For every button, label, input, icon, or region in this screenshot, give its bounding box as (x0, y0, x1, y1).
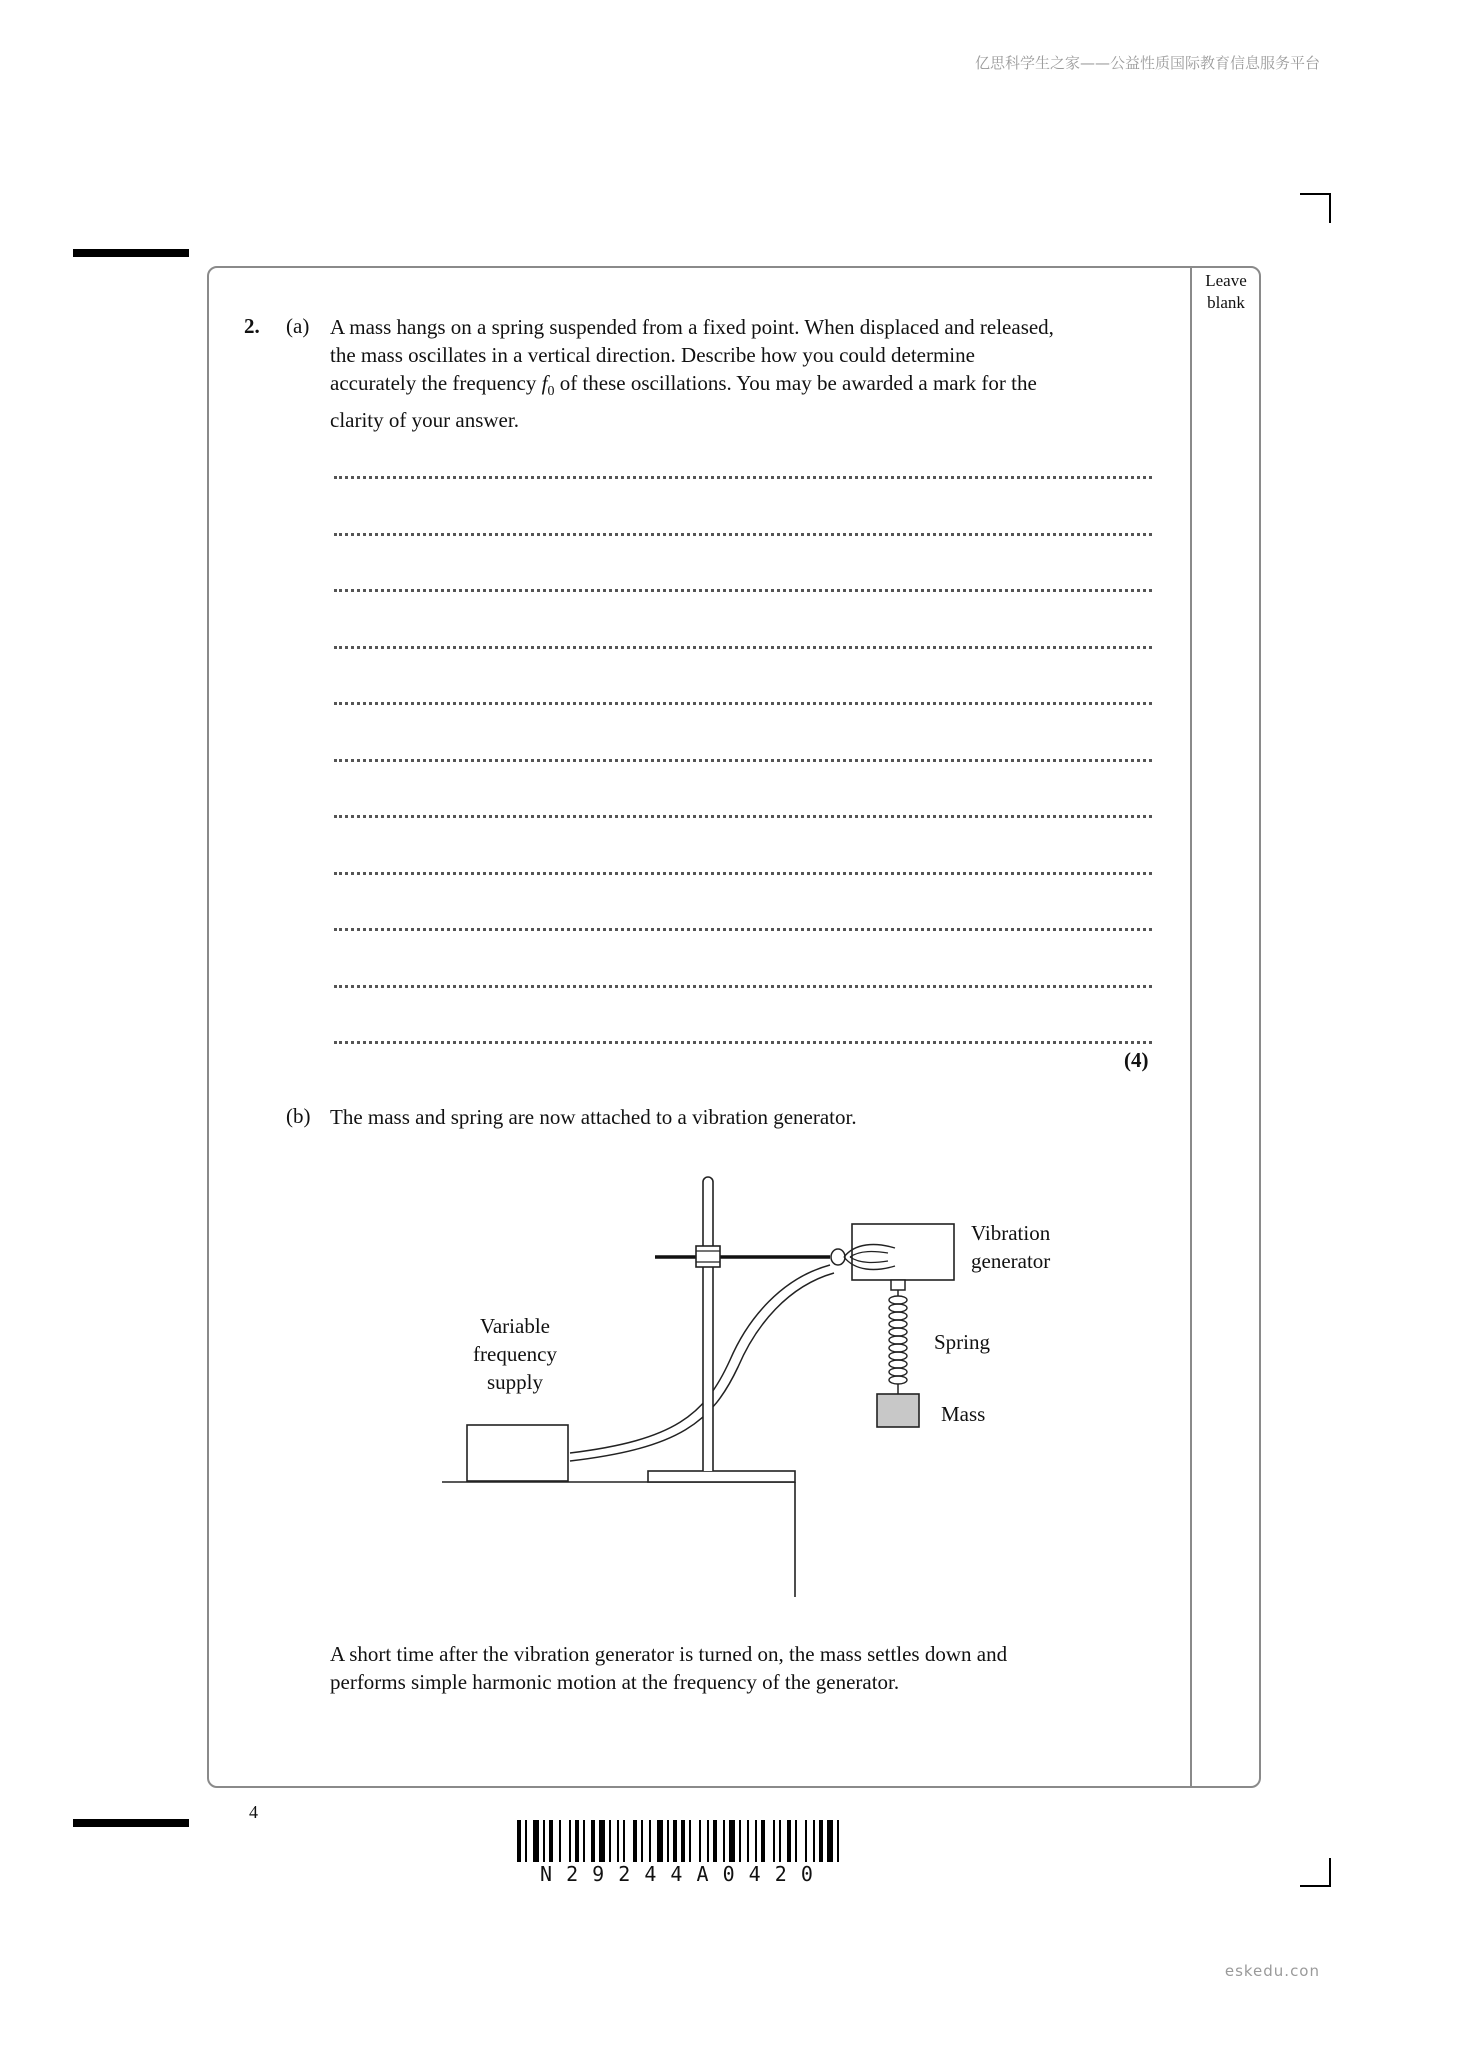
barcode-bar (633, 1820, 637, 1862)
crop-mark-bottom-h (1300, 1885, 1330, 1887)
label-supply-line2: frequency (473, 1342, 557, 1366)
answer-line-9[interactable] (334, 908, 1152, 931)
barcode-bar (525, 1820, 527, 1862)
crop-mark-top-v (1329, 193, 1331, 223)
answer-line-2[interactable] (334, 513, 1152, 536)
boss-clamp (696, 1246, 720, 1267)
barcode-bar (813, 1820, 815, 1862)
barcode-bar (779, 1820, 781, 1862)
barcode-bar (517, 1820, 521, 1862)
barcode-bar (761, 1820, 765, 1862)
barcode-bar (747, 1820, 749, 1862)
crop-mark-top-h (1300, 193, 1330, 195)
leave-blank-line2: blank (1207, 293, 1245, 312)
label-mass: Mass (941, 1402, 986, 1426)
margin-bar-bottom (73, 1819, 189, 1827)
barcode-bar (641, 1820, 643, 1862)
barcode-bar (599, 1820, 605, 1862)
barcode-bar (569, 1820, 571, 1862)
spring-attachment (891, 1280, 905, 1290)
barcode-bar (713, 1820, 717, 1862)
part-a-label: (a) (286, 314, 310, 338)
barcode-bar (681, 1820, 685, 1862)
barcode-bar (617, 1820, 619, 1862)
stand-rod (703, 1177, 713, 1471)
answer-line-3[interactable] (334, 569, 1152, 592)
barcode-bar (795, 1820, 797, 1862)
barcode-bar (773, 1820, 775, 1862)
part-b-after-line1: A short time after the vibration generator is turned on, the mass settles down and (330, 1642, 1008, 1666)
part-a-question (330, 313, 1152, 434)
spring (889, 1296, 907, 1384)
barcode-bar (533, 1820, 539, 1862)
watermark-header: 亿思科学生之家——公益性质国际教育信息服务平台 (974, 54, 1320, 72)
part-b-intro: The mass and spring are now attached to a vibration generator. (330, 1105, 857, 1129)
barcode-bar (827, 1820, 833, 1862)
part-a-line3 (330, 369, 1152, 406)
watermark-footer: eskedu.con (1224, 1962, 1320, 1980)
label-supply-line3: supply (486, 1370, 544, 1394)
barcode-bar (575, 1820, 579, 1862)
answer-line-10[interactable] (334, 965, 1152, 988)
page-number: 4 (249, 1802, 258, 1822)
barcode-bar (543, 1820, 545, 1862)
frequency-symbol: f (541, 371, 548, 395)
answer-line-4[interactable] (334, 626, 1152, 649)
part-b-description (330, 1640, 1152, 1696)
barcode-bar (755, 1820, 757, 1862)
label-spring: Spring (934, 1330, 991, 1354)
barcode-bar (707, 1820, 709, 1862)
part-a-line3-pre: accurately the frequency (330, 371, 542, 395)
marks-part-a: (4) (1124, 1048, 1149, 1072)
cable-outer (570, 1265, 830, 1453)
barcode-bar (837, 1820, 839, 1862)
leave-blank-divider (1190, 267, 1192, 1787)
barcode-bar (549, 1820, 553, 1862)
barcode-bar (819, 1820, 823, 1862)
answer-line-6[interactable] (334, 739, 1152, 762)
generator-connector (831, 1249, 845, 1265)
cable-inner (570, 1273, 834, 1461)
barcode-bar (729, 1820, 735, 1862)
barcode-bar (787, 1820, 791, 1862)
part-a-line1: A mass hangs on a spring suspended from a fixed point. When displaced and released, (330, 315, 1054, 339)
answer-line-11[interactable] (334, 1021, 1152, 1044)
barcode-bar (689, 1820, 691, 1862)
barcode-bar (559, 1820, 561, 1862)
answer-line-1[interactable] (334, 456, 1152, 479)
barcode-bar (667, 1820, 669, 1862)
question-number: 2. (244, 314, 260, 338)
frequency-supply-box (467, 1425, 568, 1481)
frequency-subscript: 0 (547, 384, 555, 400)
barcode-bar (649, 1820, 651, 1862)
label-supply-line1: Variable (480, 1314, 550, 1338)
part-a-line3-post: of these oscillations. You may be awarded a mark for the (554, 371, 1037, 395)
barcode-bar (739, 1820, 741, 1862)
margin-bar-top (73, 249, 189, 257)
barcode (517, 1820, 957, 1868)
barcode-bar (673, 1820, 677, 1862)
leave-blank-label (1192, 270, 1260, 314)
barcode-bar (699, 1820, 701, 1862)
answer-line-7[interactable] (334, 795, 1152, 818)
barcode-text: N 2 9 2 4 4 A 0 4 2 0 (540, 1862, 814, 1886)
part-a-line2: the mass oscillates in a vertical direction. Describe how you could determine (330, 343, 975, 367)
barcode-bar (623, 1820, 625, 1862)
part-b-after-line2: performs simple harmonic motion at the frequency of the generator. (330, 1670, 900, 1694)
apparatus-diagram (430, 1160, 1130, 1600)
leave-blank-line1: Leave (1205, 271, 1247, 290)
barcode-bar (657, 1820, 663, 1862)
barcode-bar (609, 1820, 611, 1862)
label-vibration-line2: generator (971, 1249, 1051, 1273)
barcode-bar (805, 1820, 807, 1862)
stand-base (648, 1471, 795, 1482)
barcode-bar (723, 1820, 725, 1862)
barcode-bar (583, 1820, 585, 1862)
label-vibration-line1: Vibration (971, 1221, 1051, 1245)
part-a-line4: clarity of your answer. (330, 408, 519, 433)
answer-line-8[interactable] (334, 852, 1152, 875)
answer-line-5[interactable] (334, 682, 1152, 705)
part-b-label: (b) (286, 1104, 311, 1128)
crop-mark-bottom-v (1329, 1858, 1331, 1887)
mass-block (877, 1394, 919, 1427)
barcode-bar (591, 1820, 595, 1862)
